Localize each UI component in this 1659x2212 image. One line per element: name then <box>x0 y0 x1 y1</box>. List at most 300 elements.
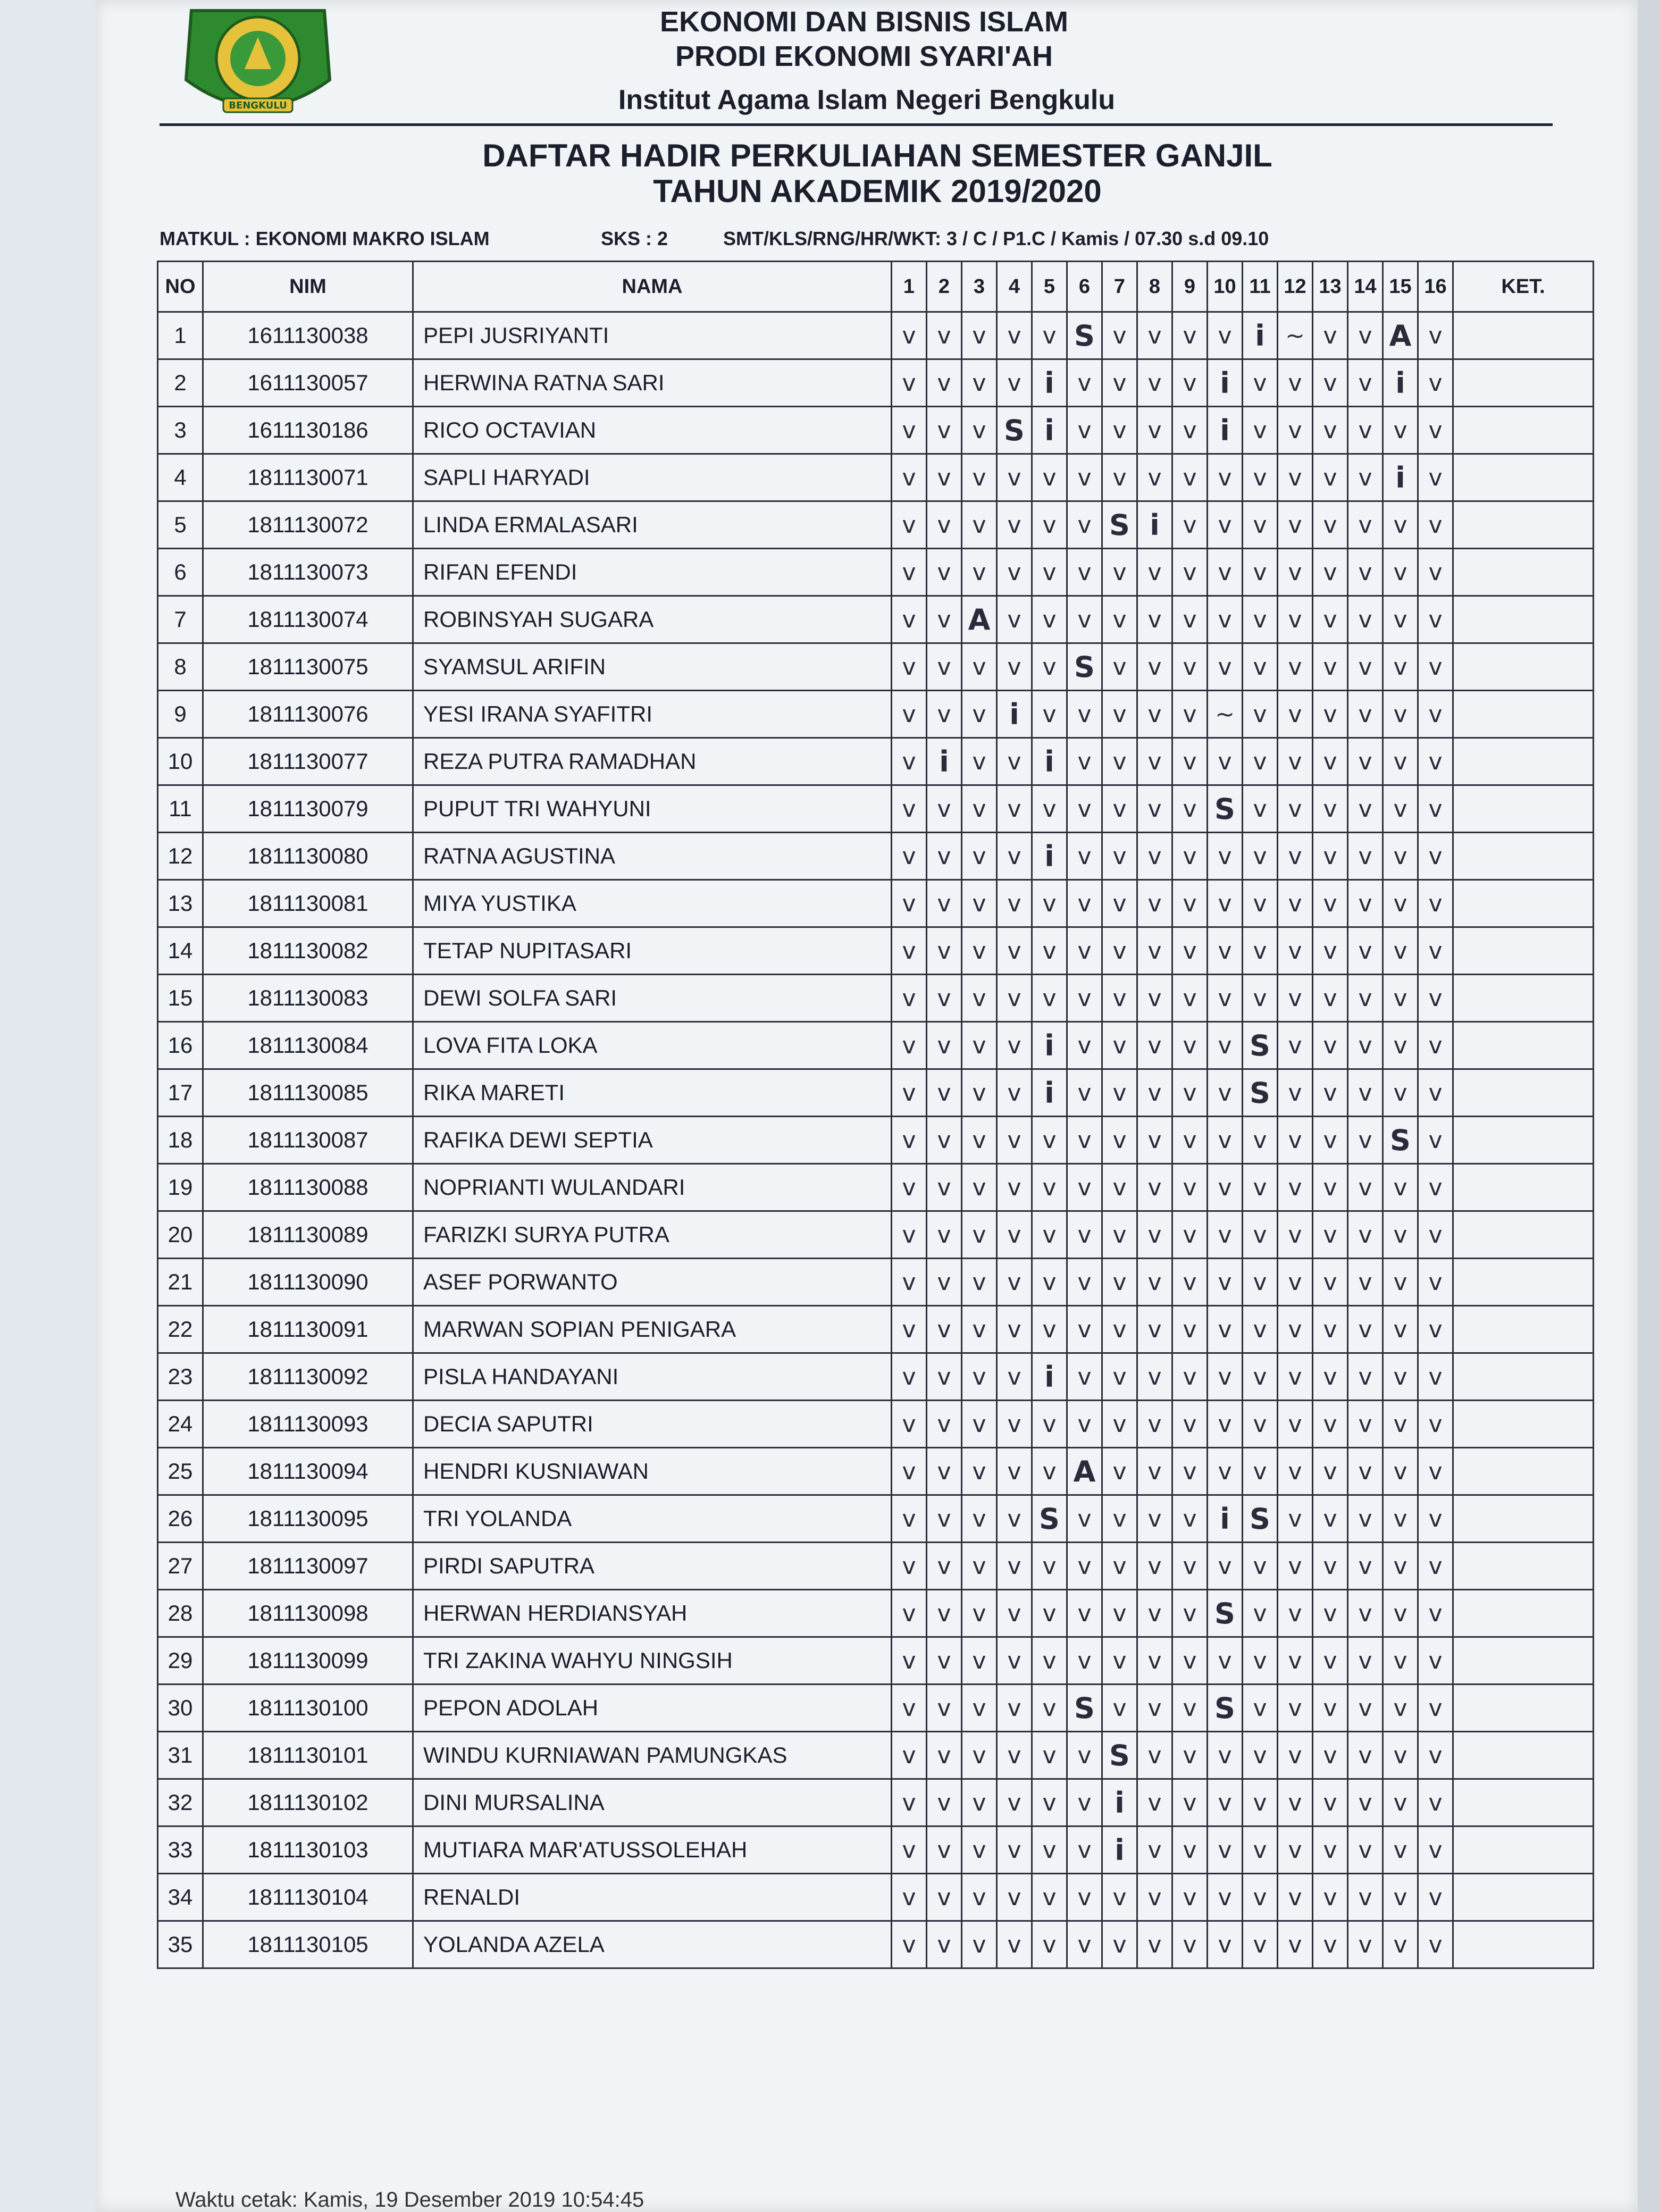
attendance-mark: v <box>1278 1637 1313 1685</box>
attendance-mark: v <box>1102 1543 1137 1590</box>
attendance-mark: v <box>1137 312 1172 359</box>
attendance-mark: v <box>1243 833 1278 880</box>
attendance-mark: v <box>1418 1401 1453 1448</box>
attendance-mark: v <box>1243 1685 1278 1732</box>
attendance-mark: v <box>1418 975 1453 1022</box>
course-sks: SKS : 2 <box>601 228 668 249</box>
attendance-mark: v <box>1278 1164 1313 1211</box>
attendance-mark: v <box>1208 1022 1243 1069</box>
attendance-mark: i <box>1032 738 1067 785</box>
row-number: 15 <box>158 975 203 1022</box>
col-nama: NAMA <box>413 262 892 312</box>
attendance-mark: v <box>1313 1211 1348 1259</box>
attendance-mark: v <box>1102 1495 1137 1543</box>
attendance-mark: v <box>1172 312 1208 359</box>
attendance-mark: v <box>927 1921 962 1968</box>
attendance-mark: v <box>1102 1590 1137 1637</box>
attendance-mark: v <box>1067 833 1102 880</box>
attendance-mark: v <box>1208 1543 1243 1590</box>
attendance-mark: v <box>997 1543 1032 1590</box>
attendance-mark: v <box>1172 1211 1208 1259</box>
attendance-mark: v <box>1278 1732 1313 1779</box>
attendance-mark: S <box>1243 1495 1278 1543</box>
attendance-mark: v <box>1278 1211 1313 1259</box>
attendance-mark: v <box>892 1022 927 1069</box>
table-row <box>158 1637 1594 1685</box>
attendance-mark: v <box>1102 1211 1137 1259</box>
attendance-mark: v <box>1208 1826 1243 1874</box>
row-number: 11 <box>158 785 203 833</box>
table-row <box>158 1826 1594 1874</box>
attendance-mark: v <box>1313 1779 1348 1826</box>
attendance-mark: v <box>1418 359 1453 407</box>
attendance-mark: v <box>892 596 927 643</box>
student-nim: 1811130099 <box>203 1637 413 1685</box>
student-name: YOLANDA AZELA <box>413 1921 892 1968</box>
attendance-mark: v <box>1032 1826 1067 1874</box>
attendance-mark: v <box>1172 1259 1208 1306</box>
attendance-mark: v <box>1383 1022 1418 1069</box>
attendance-mark: v <box>1418 407 1453 454</box>
attendance-mark: v <box>1102 785 1137 833</box>
attendance-mark: v <box>1348 312 1383 359</box>
student-name: PUPUT TRI WAHYUNI <box>413 785 892 833</box>
table-row <box>158 1353 1594 1401</box>
col-meeting: 3 <box>962 262 997 312</box>
attendance-mark: v <box>1313 596 1348 643</box>
student-name: TETAP NUPITASARI <box>413 927 892 975</box>
attendance-mark: v <box>1067 1590 1102 1637</box>
attendance-mark: v <box>1137 1732 1172 1779</box>
attendance-mark: v <box>1067 1732 1102 1779</box>
student-nim: 1811130077 <box>203 738 413 785</box>
attendance-mark: v <box>1418 1637 1453 1685</box>
attendance-mark: v <box>1032 1685 1067 1732</box>
attendance-mark: v <box>1348 785 1383 833</box>
attendance-mark: v <box>997 1401 1032 1448</box>
attendance-mark: v <box>1243 927 1278 975</box>
attendance-mark: v <box>1102 1259 1137 1306</box>
table-row <box>158 927 1594 975</box>
attendance-mark: v <box>1348 833 1383 880</box>
attendance-mark: v <box>1243 359 1278 407</box>
attendance-mark: v <box>1067 359 1102 407</box>
row-number: 8 <box>158 643 203 691</box>
attendance-mark: v <box>892 1069 927 1117</box>
attendance-mark: v <box>1313 1448 1348 1495</box>
attendance-mark: v <box>1243 1874 1278 1921</box>
remarks-cell <box>1453 1211 1594 1259</box>
attendance-mark: v <box>1313 1874 1348 1921</box>
attendance-mark: v <box>892 1117 927 1164</box>
student-nim: 1811130105 <box>203 1921 413 1968</box>
row-number: 17 <box>158 1069 203 1117</box>
attendance-mark: v <box>927 1353 962 1401</box>
attendance-mark: v <box>1032 975 1067 1022</box>
table-row <box>158 1543 1594 1590</box>
table-row <box>158 312 1594 359</box>
attendance-mark: v <box>1243 1732 1278 1779</box>
attendance-mark: v <box>1313 1921 1348 1968</box>
attendance-mark: v <box>1137 1779 1172 1826</box>
attendance-mark: v <box>1313 312 1348 359</box>
student-nim: 1811130098 <box>203 1590 413 1637</box>
attendance-mark: v <box>892 312 927 359</box>
attendance-mark: v <box>1032 596 1067 643</box>
attendance-mark: v <box>1348 1211 1383 1259</box>
attendance-mark: v <box>1208 1732 1243 1779</box>
attendance-mark: v <box>1172 1117 1208 1164</box>
attendance-mark: v <box>892 1211 927 1259</box>
table-row <box>158 407 1594 454</box>
student-nim: 1611130057 <box>203 359 413 407</box>
attendance-mark: v <box>927 1685 962 1732</box>
attendance-mark: v <box>1383 1259 1418 1306</box>
attendance-mark: v <box>1137 1448 1172 1495</box>
student-nim: 1811130080 <box>203 833 413 880</box>
course-name: MATKUL : EKONOMI MAKRO ISLAM <box>160 228 490 249</box>
student-nim: 1811130073 <box>203 549 413 596</box>
student-nim: 1811130082 <box>203 927 413 975</box>
remarks-cell <box>1453 643 1594 691</box>
student-nim: 1811130085 <box>203 1069 413 1117</box>
attendance-mark: v <box>962 785 997 833</box>
remarks-cell <box>1453 1401 1594 1448</box>
attendance-mark: v <box>1172 1590 1208 1637</box>
attendance-mark: v <box>892 1353 927 1401</box>
attendance-mark: v <box>1383 1779 1418 1826</box>
attendance-mark: v <box>1418 501 1453 549</box>
attendance-mark: v <box>1348 596 1383 643</box>
attendance-mark: v <box>1348 1637 1383 1685</box>
attendance-mark: v <box>1102 880 1137 927</box>
remarks-cell <box>1453 1353 1594 1401</box>
remarks-cell <box>1453 1164 1594 1211</box>
attendance-mark: v <box>1137 1022 1172 1069</box>
attendance-mark: v <box>1208 596 1243 643</box>
attendance-mark: v <box>892 643 927 691</box>
remarks-cell <box>1453 596 1594 643</box>
table-row <box>158 1022 1594 1069</box>
attendance-mark: v <box>892 407 927 454</box>
attendance-mark: v <box>1032 785 1067 833</box>
attendance-mark: v <box>1313 1022 1348 1069</box>
attendance-mark: v <box>962 407 997 454</box>
attendance-mark: v <box>1348 1401 1383 1448</box>
attendance-mark: v <box>1102 596 1137 643</box>
attendance-mark: v <box>927 1022 962 1069</box>
attendance-mark: v <box>997 1069 1032 1117</box>
attendance-mark: v <box>892 1448 927 1495</box>
student-name: TRI ZAKINA WAHYU NINGSIH <box>413 1637 892 1685</box>
row-number: 4 <box>158 454 203 501</box>
attendance-mark: i <box>1032 1069 1067 1117</box>
attendance-mark: v <box>962 1495 997 1543</box>
row-number: 24 <box>158 1401 203 1448</box>
attendance-mark: v <box>927 975 962 1022</box>
attendance-mark: v <box>1032 312 1067 359</box>
attendance-mark: v <box>1313 691 1348 738</box>
attendance-mark: v <box>1383 1448 1418 1495</box>
attendance-mark: S <box>1208 785 1243 833</box>
attendance-mark: v <box>1208 1164 1243 1211</box>
attendance-mark: v <box>1313 1117 1348 1164</box>
student-nim: 1811130081 <box>203 880 413 927</box>
attendance-mark: v <box>1348 1779 1383 1826</box>
student-name: RENALDI <box>413 1874 892 1921</box>
remarks-cell <box>1453 785 1594 833</box>
student-name: LINDA ERMALASARI <box>413 501 892 549</box>
attendance-mark: v <box>997 1874 1032 1921</box>
attendance-mark: v <box>892 1401 927 1448</box>
row-number: 1 <box>158 312 203 359</box>
attendance-mark: v <box>1418 1874 1453 1921</box>
row-number: 32 <box>158 1779 203 1826</box>
attendance-mark: v <box>997 833 1032 880</box>
attendance-mark: v <box>1243 975 1278 1022</box>
attendance-mark: v <box>1313 975 1348 1022</box>
student-nim: 1811130088 <box>203 1164 413 1211</box>
table-row <box>158 1495 1594 1543</box>
attendance-mark: v <box>1067 785 1102 833</box>
student-name: WINDU KURNIAWAN PAMUNGKAS <box>413 1732 892 1779</box>
student-nim: 1811130074 <box>203 596 413 643</box>
table-row <box>158 1448 1594 1495</box>
student-name: PEPON ADOLAH <box>413 1685 892 1732</box>
attendance-mark: v <box>1067 738 1102 785</box>
attendance-mark: v <box>1278 927 1313 975</box>
attendance-mark: v <box>1383 1401 1418 1448</box>
remarks-cell <box>1453 1117 1594 1164</box>
attendance-mark: v <box>1383 1874 1418 1921</box>
student-nim: 1811130089 <box>203 1211 413 1259</box>
row-number: 27 <box>158 1543 203 1590</box>
attendance-mark: v <box>1032 1590 1067 1637</box>
attendance-mark: v <box>927 1543 962 1590</box>
attendance-mark: v <box>892 1779 927 1826</box>
attendance-mark: v <box>927 1306 962 1353</box>
attendance-mark: ~ <box>1278 312 1313 359</box>
attendance-mark: v <box>962 1732 997 1779</box>
attendance-mark: v <box>1313 738 1348 785</box>
attendance-mark: v <box>1313 1164 1348 1211</box>
remarks-cell <box>1453 880 1594 927</box>
attendance-mark: v <box>1172 975 1208 1022</box>
attendance-mark: v <box>1348 927 1383 975</box>
attendance-mark: v <box>1102 833 1137 880</box>
attendance-mark: v <box>1313 1732 1348 1779</box>
attendance-mark: v <box>1067 975 1102 1022</box>
attendance-mark: v <box>1348 407 1383 454</box>
attendance-mark: v <box>1383 407 1418 454</box>
attendance-mark: v <box>1137 1495 1172 1543</box>
attendance-mark: v <box>1278 1779 1313 1826</box>
attendance-mark: v <box>1243 1401 1278 1448</box>
attendance-mark: v <box>1137 1543 1172 1590</box>
attendance-mark: v <box>1102 1448 1137 1495</box>
attendance-mark: v <box>1383 1353 1418 1401</box>
student-name: RICO OCTAVIAN <box>413 407 892 454</box>
attendance-mark: S <box>1102 501 1137 549</box>
table-row <box>158 1779 1594 1826</box>
attendance-mark: v <box>1313 880 1348 927</box>
table-row <box>158 1306 1594 1353</box>
attendance-mark: v <box>1278 596 1313 643</box>
attendance-mark: v <box>1383 1495 1418 1543</box>
attendance-mark: v <box>1172 1448 1208 1495</box>
student-nim: 1811130094 <box>203 1448 413 1495</box>
attendance-mark: v <box>1278 407 1313 454</box>
attendance-mark: v <box>1313 501 1348 549</box>
program-name: PRODI EKONOMI SYARI'AH <box>675 40 1053 72</box>
attendance-mark: v <box>1278 1306 1313 1353</box>
attendance-mark: v <box>962 1069 997 1117</box>
attendance-mark: v <box>927 596 962 643</box>
attendance-mark: v <box>927 312 962 359</box>
attendance-mark: v <box>997 1495 1032 1543</box>
student-name: RATNA AGUSTINA <box>413 833 892 880</box>
attendance-mark: v <box>1278 1826 1313 1874</box>
attendance-mark: v <box>1418 927 1453 975</box>
attendance-mark: v <box>1032 1259 1067 1306</box>
attendance-mark: v <box>1243 1448 1278 1495</box>
attendance-mark: v <box>1313 927 1348 975</box>
attendance-mark: v <box>1278 1117 1313 1164</box>
student-nim: 1811130075 <box>203 643 413 691</box>
student-name: PEPI JUSRIYANTI <box>413 312 892 359</box>
attendance-mark: v <box>927 1637 962 1685</box>
attendance-mark: v <box>1208 1779 1243 1826</box>
student-name: ROBINSYAH SUGARA <box>413 596 892 643</box>
attendance-mark: v <box>1418 1211 1453 1259</box>
attendance-mark: v <box>997 596 1032 643</box>
academic-year: TAHUN AKADEMIK 2019/2020 <box>653 173 1102 209</box>
attendance-mark: v <box>927 1069 962 1117</box>
student-name: MIYA YUSTIKA <box>413 880 892 927</box>
attendance-mark: v <box>1278 1495 1313 1543</box>
attendance-mark: v <box>892 738 927 785</box>
attendance-mark: v <box>1208 738 1243 785</box>
attendance-mark: v <box>1348 359 1383 407</box>
header-divider <box>160 123 1553 126</box>
attendance-mark: v <box>1243 880 1278 927</box>
attendance-mark: v <box>892 927 927 975</box>
attendance-mark: v <box>892 549 927 596</box>
attendance-mark: v <box>927 927 962 975</box>
logo-text: BENGKULU <box>229 100 287 111</box>
attendance-mark: v <box>1032 1401 1067 1448</box>
remarks-cell <box>1453 927 1594 975</box>
attendance-mark: v <box>1278 785 1313 833</box>
student-name: PISLA HANDAYANI <box>413 1353 892 1401</box>
attendance-mark: v <box>1418 596 1453 643</box>
row-number: 9 <box>158 691 203 738</box>
attendance-mark: v <box>1348 501 1383 549</box>
attendance-mark: v <box>1137 1306 1172 1353</box>
attendance-mark: v <box>1032 501 1067 549</box>
attendance-mark: v <box>1067 1826 1102 1874</box>
attendance-mark: i <box>1032 1022 1067 1069</box>
attendance-mark: v <box>997 1448 1032 1495</box>
student-nim: 1811130091 <box>203 1306 413 1353</box>
attendance-mark: v <box>997 1022 1032 1069</box>
attendance-mark: v <box>1032 454 1067 501</box>
attendance-mark: v <box>962 1448 997 1495</box>
attendance-mark: i <box>1243 312 1278 359</box>
attendance-mark: v <box>1383 501 1418 549</box>
attendance-mark: v <box>927 454 962 501</box>
attendance-mark: i <box>1208 407 1243 454</box>
attendance-mark: v <box>1243 1211 1278 1259</box>
student-name: DECIA SAPUTRI <box>413 1401 892 1448</box>
attendance-mark: v <box>962 1590 997 1637</box>
attendance-mark: v <box>997 1826 1032 1874</box>
attendance-mark: v <box>1383 596 1418 643</box>
attendance-mark: v <box>962 1543 997 1590</box>
attendance-mark: v <box>1243 1306 1278 1353</box>
attendance-mark: v <box>1172 454 1208 501</box>
attendance-mark: v <box>1418 1259 1453 1306</box>
student-name: HENDRI KUSNIAWAN <box>413 1448 892 1495</box>
attendance-mark: v <box>962 833 997 880</box>
remarks-cell <box>1453 833 1594 880</box>
col-meeting: 1 <box>892 262 927 312</box>
attendance-mark: v <box>1137 1401 1172 1448</box>
attendance-mark: v <box>1383 643 1418 691</box>
attendance-mark: v <box>1348 454 1383 501</box>
attendance-mark: v <box>1067 407 1102 454</box>
attendance-mark: v <box>1348 1069 1383 1117</box>
attendance-mark: v <box>997 927 1032 975</box>
attendance-mark: v <box>997 880 1032 927</box>
attendance-mark: v <box>1313 454 1348 501</box>
attendance-mark: v <box>1313 1590 1348 1637</box>
attendance-mark: v <box>962 1306 997 1353</box>
attendance-mark: v <box>927 1732 962 1779</box>
attendance-mark: v <box>1137 407 1172 454</box>
attendance-mark: v <box>892 1874 927 1921</box>
col-meeting: 13 <box>1313 262 1348 312</box>
attendance-mark: v <box>997 1590 1032 1637</box>
attendance-mark: v <box>1278 833 1313 880</box>
attendance-mark: v <box>1137 549 1172 596</box>
attendance-mark: v <box>1067 549 1102 596</box>
attendance-mark: v <box>927 833 962 880</box>
remarks-cell <box>1453 1921 1594 1968</box>
attendance-mark: v <box>1313 785 1348 833</box>
col-meeting: 9 <box>1172 262 1208 312</box>
attendance-mark: v <box>962 454 997 501</box>
attendance-mark: v <box>1383 1590 1418 1637</box>
attendance-mark: v <box>1313 359 1348 407</box>
attendance-mark: v <box>1418 1779 1453 1826</box>
remarks-cell <box>1453 1306 1594 1353</box>
attendance-mark: v <box>1067 1164 1102 1211</box>
attendance-mark: v <box>892 1590 927 1637</box>
student-name: HERWAN HERDIANSYAH <box>413 1590 892 1637</box>
attendance-mark: v <box>927 1117 962 1164</box>
attendance-mark: v <box>1278 643 1313 691</box>
attendance-mark: v <box>1383 738 1418 785</box>
table-row <box>158 833 1594 880</box>
attendance-mark: v <box>1172 1353 1208 1401</box>
attendance-mark: v <box>1137 1211 1172 1259</box>
attendance-mark: v <box>1278 1022 1313 1069</box>
row-number: 26 <box>158 1495 203 1543</box>
attendance-mark: v <box>1208 1306 1243 1353</box>
attendance-mark: v <box>1102 1921 1137 1968</box>
attendance-mark: S <box>1208 1685 1243 1732</box>
